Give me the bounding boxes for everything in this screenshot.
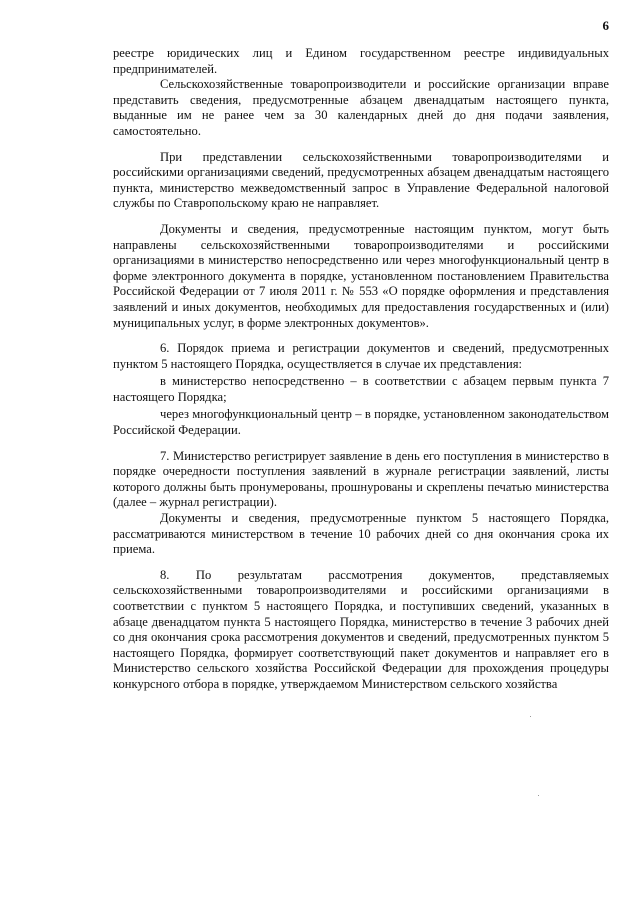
scan-speck [538, 795, 539, 796]
paragraph-electronic-submission: Документы и сведения, предусмотренные настоящим пунктом, могут быть направлены сельскохозяйственными товаропроизводителями и российскими организациями в министерство непосредственно или через многофункциональный центр в форме электронного документа в порядке, установленном постановлением Правительства Российской Федерации от 7 июля 2011 г. № 553 «О порядке оформления и представления заявлений и иных документов, необходимых для предоставления государственных и (или) муниципальных услуг, в форме электронных документов». [113, 221, 609, 330]
paragraph-item-6-mfc: через многофункциональный центр – в порядке, установленном законодательством Российской Федерации. [113, 407, 609, 438]
paragraph-item-6: 6. Порядок приема и регистрации документов и сведений, предусмотренных пунктом 5 настоящего Порядка, осуществляется в случае их представления: [113, 341, 609, 371]
paragraph-item-7-review: Документы и сведения, предусмотренные пунктом 5 настоящего Порядка, рассматриваются министерством в течение 10 рабочих дней со дня окончания срока их приема. [113, 511, 609, 557]
paragraph-item-7: 7. Министерство регистрирует заявление в день его поступления в министерство в порядке очередности поступления заявлений в журнале регистрации заявлений, листы которого должны быть пронумерованы, прошнурованы и скреплены печатью министерства (далее – журнал регистрации). [113, 448, 609, 510]
paragraph-self-submission: Сельскохозяйственные товаропроизводители и российские организации вправе представить сведения, предусмотренные абзацем двенадцатым настоящего пункта, выданные им не ранее чем за 30 календарных дней до дня подачи заявления, самостоятельно. [113, 77, 609, 138]
page-number: 6 [602, 18, 609, 33]
paragraph-item-6-direct: в министерство непосредственно – в соответствии с абзацем первым пункта 7 настоящего Порядка; [113, 374, 609, 404]
paragraph-no-interagency-request: При представлении сельскохозяйственными товаропроизводителями и российскими организациями сведений, предусмотренных абзацем двенадцатым настоящего пункта, министерство межведомственный запрос в Управление Федеральной налоговой службы по Ставропольскому краю не направляет. [113, 149, 609, 211]
paragraph-item-8: 8. По результатам рассмотрения документов, представляемых сельскохозяйственными товаропроизводителями и российскими организациями в соответствии с пунктом 5 настоящего Порядка, и поступивших сведений, указанных в абзаце двенадцатом пункта 5 настоящего Порядка, министерство в течение 3 рабочих дней со дня окончания срока рассмотрения документов и сведений, предусмотренных пунктом 5 настоящего Порядка, формирует соответствующий пакет документов и направляет его в Министерство сельского хозяйства Российской Федерации для прохождения процедуры конкурсного отбора в порядке, утверждаемом Министерством сельского хозяйства [113, 567, 609, 691]
document-body [113, 46, 609, 693]
paragraph-registry-continuation: реестре юридических лиц и Едином государственном реестре индивидуальных предпринимателей. [113, 46, 609, 76]
scan-speck [530, 716, 531, 717]
